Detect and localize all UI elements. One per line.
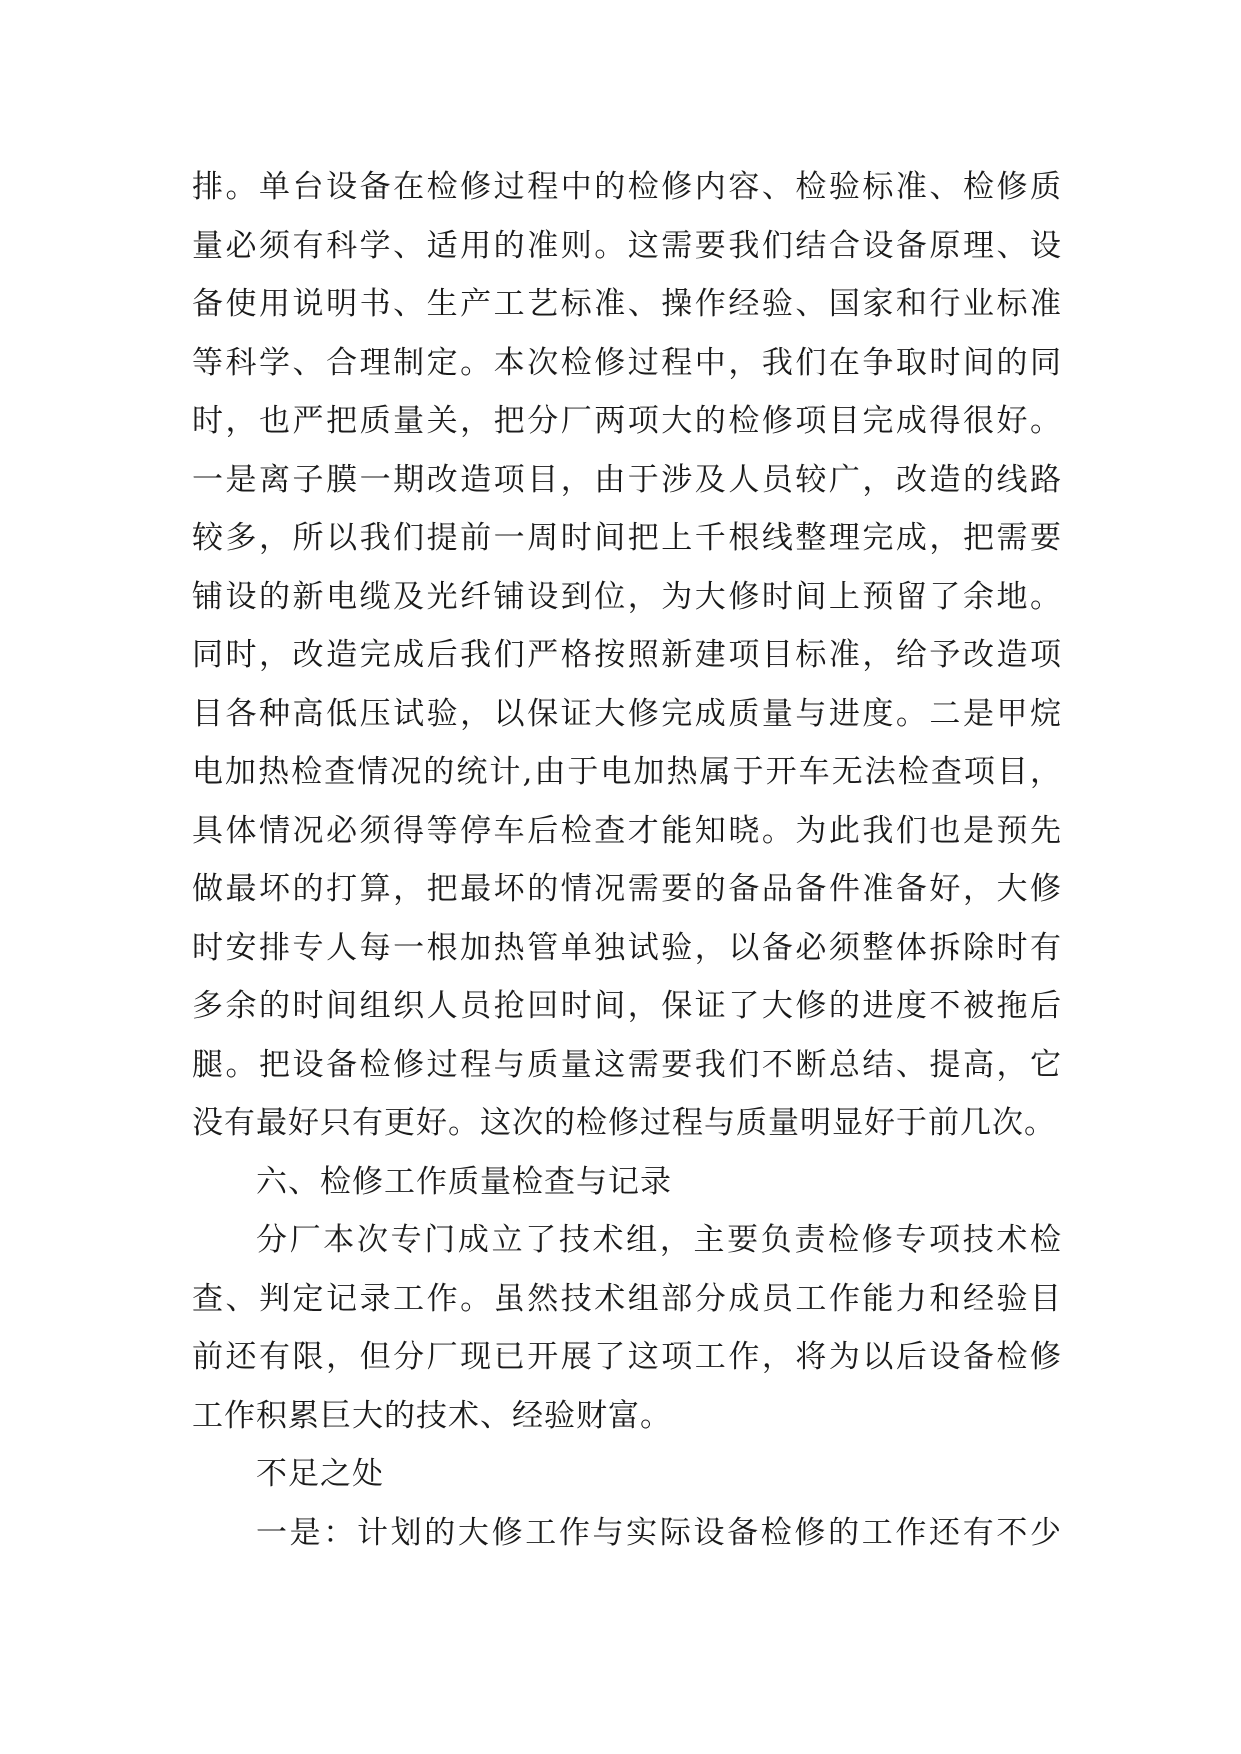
text-line: 一是：计划的大修工作与实际设备检修的工作还有不少 (256, 1514, 1062, 1551)
paragraph-technical-group (192, 1211, 1062, 1445)
text-line: 等科学、合理制定。本次检修过程中，我们在争取时间的同 (192, 344, 1062, 381)
text-line: 时，也严把质量关，把分厂两项大的检修项目完成得很好。 (192, 403, 1062, 439)
text-line: 铺设的新电缆及光纤铺设到位，为大修时间上预留了余地。 (192, 578, 1062, 615)
text-line: 电加热检查情况的统计,由于电加热属于开车无法检查项目， (192, 754, 1062, 790)
text-line: 同时，改造完成后我们严格按照新建项目标准，给予改造项 (192, 637, 1062, 673)
text-line: 做最坏的打算，把最坏的情况需要的备品备件准备好，大修 (192, 871, 1062, 907)
paragraph-quality-review (192, 158, 1062, 1153)
text-line: 目各种高低压试验，以保证大修完成质量与进度。二是甲烷 (192, 695, 1062, 732)
text-line: 时安排专人每一根加热管单独试验，以备必须整体拆除时有 (192, 929, 1062, 966)
text-line: 多余的时间组织人员抢回时间，保证了大修的进度不被拖后 (192, 988, 1062, 1024)
text-line: 量必须有科学、适用的准则。这需要我们结合设备原理、设 (192, 227, 1062, 264)
text-line: 备使用说明书、生产工艺标准、操作经验、国家和行业标准 (192, 286, 1062, 322)
text-line: 较多，所以我们提前一周时间把上千根线整理完成，把需要 (192, 520, 1062, 556)
text-line: 腿。把设备检修过程与质量这需要我们不断总结、提高，它 (192, 1046, 1062, 1083)
text-line: 工作积累巨大的技术、经验财富。 (192, 1397, 672, 1434)
text-line: 排。单台设备在检修过程中的检修内容、检验标准、检修质 (192, 169, 1062, 205)
section-heading: 不足之处 (256, 1456, 384, 1492)
text-line: 前还有限，但分厂现已开展了这项工作，将为以后设备检修 (192, 1339, 1062, 1375)
text-line: 没有最好只有更好。这次的检修过程与质量明显好于前几次。 (192, 1105, 1056, 1141)
text-line: 一是离子膜一期改造项目，由于涉及人员较广，改造的线路 (192, 461, 1062, 498)
text-line: 具体情况必须得等停车后检查才能知晓。为此我们也是预先 (192, 812, 1062, 849)
text-line: 查、判定记录工作。虽然技术组部分成员工作能力和经验目 (192, 1280, 1062, 1317)
section-heading: 六、检修工作质量检查与记录 (256, 1163, 672, 1200)
document-body (192, 158, 1062, 1562)
text-line: 分厂本次专门成立了技术组，主要负责检修专项技术检 (256, 1222, 1062, 1258)
